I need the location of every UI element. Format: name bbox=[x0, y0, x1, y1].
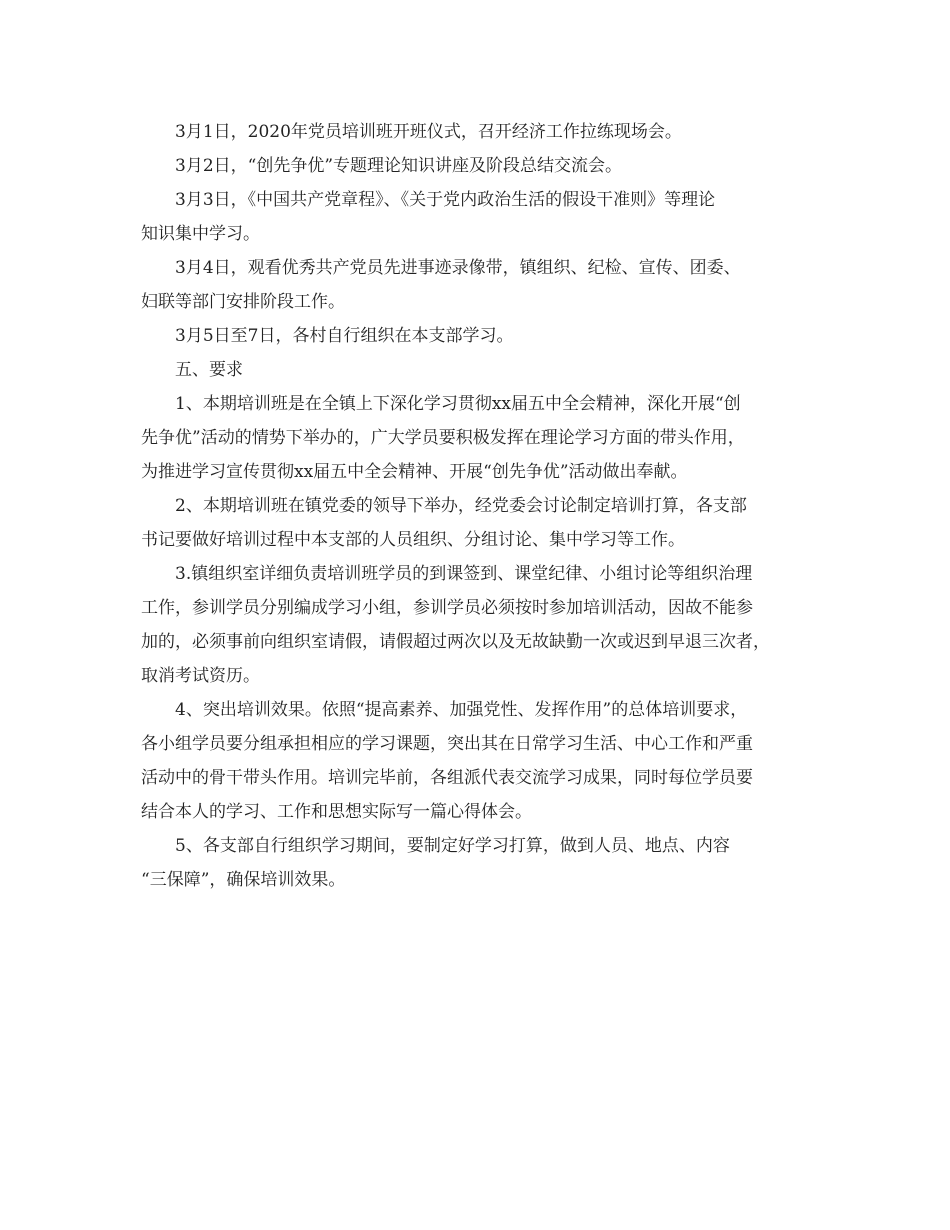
paragraph-line: 1、本期培训班是在全镇上下深化学习贯彻xx届五中全会精神，深化开展“创 bbox=[175, 394, 741, 414]
paragraph-line: 4、突出培训效果。依照“提高素养、加强党性、发挥作用”的总体培训要求， bbox=[175, 700, 748, 720]
paragraph-line: 加的，必须事前向组织室请假，请假超过两次以及无故缺勤一次或迟到早退三次者， bbox=[141, 632, 770, 652]
paragraph-line: 3.镇组织室详细负责培训班学员的到课签到、课堂纪律、小组讨论等组织治理 bbox=[175, 564, 753, 584]
paragraph-line: 妇联等部门安排阶段工作。 bbox=[141, 292, 345, 312]
paragraph-line: 2、本期培训班在镇党委的领导下举办，经党委会讨论制定培训打算，各支部 bbox=[175, 496, 747, 516]
paragraph-line: 书记要做好培训过程中本支部的人员组织、分组讨论、集中学习等工作。 bbox=[141, 530, 685, 550]
paragraph-line: 3月3日，《中国共产党章程》、《关于党内政治生活的假设干准则》等理论 bbox=[175, 190, 716, 210]
paragraph-line: 工作，参训学员分别编成学习小组，参训学员必须按时参加培训活动，因故不能参 bbox=[141, 598, 753, 618]
paragraph-line: 活动中的骨干带头作用。培训完毕前，各组派代表交流学习成果，同时每位学员要 bbox=[141, 768, 753, 788]
paragraph-line: 先争优”活动的情势下举办的，广大学员要积极发挥在理论学习方面的带头作用， bbox=[141, 428, 745, 448]
paragraph-line: 3月5日至7日，各村自行组织在本支部学习。 bbox=[175, 326, 514, 346]
paragraph-line: 结合本人的学习、工作和思想实际写一篇心得体会。 bbox=[141, 802, 532, 822]
paragraph-line: 为推进学习宣传贯彻xx届五中全会精神、开展“创先争优”活动做出奉献。 bbox=[141, 462, 688, 482]
section-heading: 五、要求 bbox=[175, 360, 243, 380]
paragraph-line: 知识集中学习。 bbox=[141, 224, 260, 244]
paragraph-line: 5、各支部自行组织学习期间，要制定好学习打算，做到人员、地点、内容 bbox=[175, 836, 730, 856]
paragraph-line: 各小组学员要分组承担相应的学习课题，突出其在日常学习生活、中心工作和严重 bbox=[141, 734, 753, 754]
paragraph-line: 3月2日，“创先争优”专题理论知识讲座及阶段总结交流会。 bbox=[175, 156, 623, 176]
paragraph-line: 取消考试资历。 bbox=[141, 666, 260, 686]
paragraph-line: 3月1日，2020年党员培训班开班仪式，召开经济工作拉练现场会。 bbox=[175, 122, 682, 142]
paragraph-line: 3月4日，观看优秀共产党员先进事迹录像带，镇组织、纪检、宣传、团委、 bbox=[175, 258, 741, 278]
document-body bbox=[141, 115, 811, 897]
paragraph-line: “三保障”，确保培训效果。 bbox=[141, 870, 346, 890]
